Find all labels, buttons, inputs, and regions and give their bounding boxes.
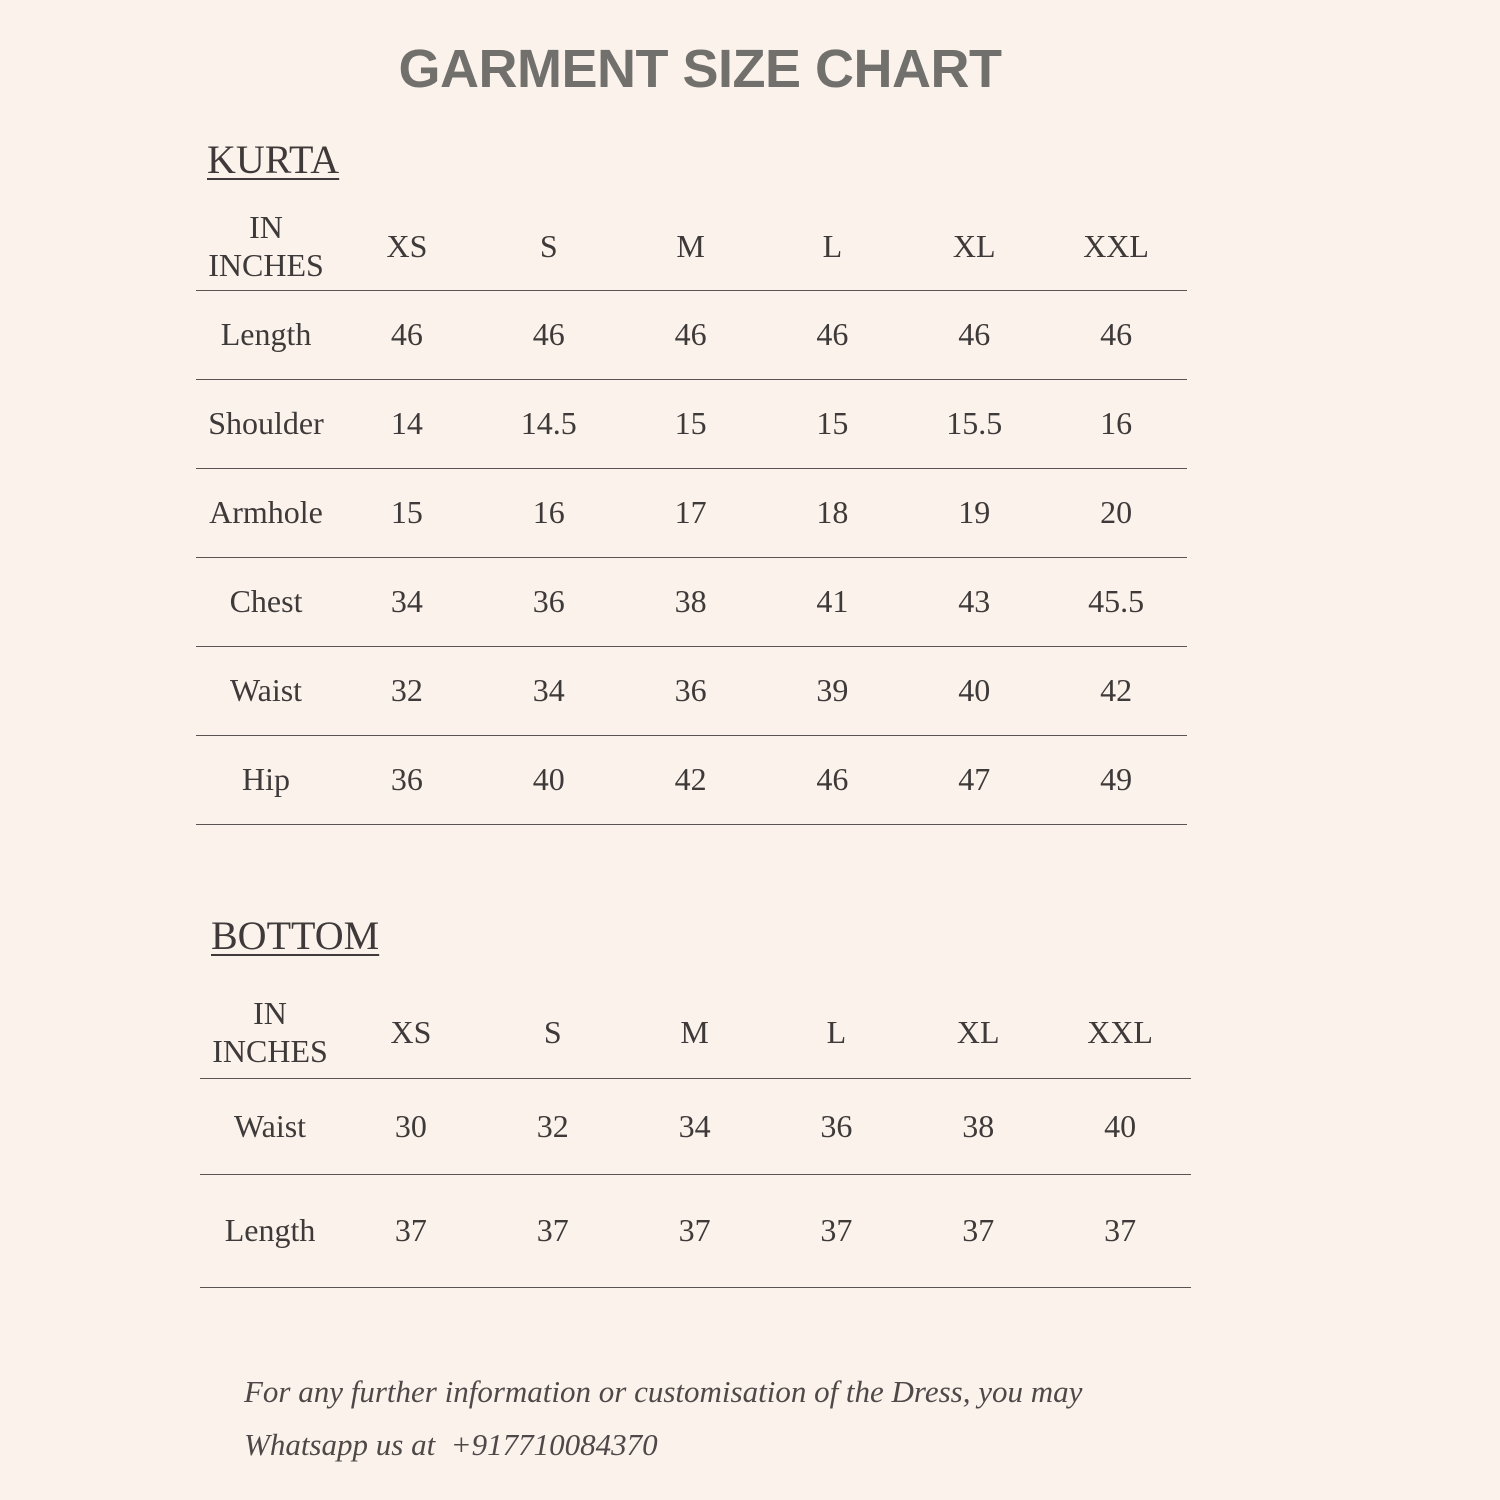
table-cell: 49 (1045, 735, 1187, 824)
table-cell: 15.5 (903, 379, 1045, 468)
table-row (200, 1174, 1191, 1287)
row-label: Length (200, 1174, 340, 1287)
table-cell: 34 (624, 1078, 766, 1174)
table-row (196, 379, 1187, 468)
table-row (196, 290, 1187, 379)
row-label: Waist (200, 1078, 340, 1174)
table-cell: 16 (478, 468, 620, 557)
kurta-section-title: KURTA (207, 137, 340, 182)
table-cell: 32 (336, 646, 478, 735)
size-header: L (762, 203, 904, 290)
bottom-section-title: BOTTOM (211, 913, 380, 958)
table-cell: 39 (762, 646, 904, 735)
size-header: XL (903, 203, 1045, 290)
table-cell: 41 (762, 557, 904, 646)
kurta-size-table (196, 203, 1187, 825)
table-row (196, 735, 1187, 824)
table-cell: 40 (478, 735, 620, 824)
table-cell: 36 (478, 557, 620, 646)
table-cell: 40 (1049, 1078, 1191, 1174)
table-cell: 34 (478, 646, 620, 735)
footer-note (244, 1365, 1244, 1471)
table-cell: 37 (340, 1174, 482, 1287)
kurta-header-row (196, 203, 1187, 290)
footer-line-1: For any further information or customisation of the Dress, you may (244, 1374, 1083, 1409)
table-cell: 36 (620, 646, 762, 735)
row-label: Chest (196, 557, 336, 646)
size-header: XS (340, 986, 482, 1078)
table-cell: 16 (1045, 379, 1187, 468)
table-cell: 18 (762, 468, 904, 557)
size-header: L (766, 986, 908, 1078)
unit-label: IN INCHES (200, 986, 340, 1078)
table-cell: 42 (620, 735, 762, 824)
table-cell: 15 (762, 379, 904, 468)
table-cell: 14 (336, 379, 478, 468)
size-header: M (624, 986, 766, 1078)
table-row (196, 646, 1187, 735)
table-cell: 46 (762, 290, 904, 379)
table-cell: 37 (907, 1174, 1049, 1287)
table-cell: 37 (624, 1174, 766, 1287)
table-cell: 42 (1045, 646, 1187, 735)
table-cell: 15 (620, 379, 762, 468)
size-header: S (482, 986, 624, 1078)
table-cell: 38 (620, 557, 762, 646)
row-label: Shoulder (196, 379, 336, 468)
table-cell: 19 (903, 468, 1045, 557)
table-cell: 45.5 (1045, 557, 1187, 646)
table-cell: 14.5 (478, 379, 620, 468)
table-cell: 15 (336, 468, 478, 557)
bottom-size-table (200, 986, 1191, 1288)
table-cell: 17 (620, 468, 762, 557)
table-cell: 46 (478, 290, 620, 379)
table-row (196, 468, 1187, 557)
size-header: XS (336, 203, 478, 290)
table-cell: 32 (482, 1078, 624, 1174)
bottom-header-row (200, 986, 1191, 1078)
table-cell: 46 (336, 290, 478, 379)
size-header: XXL (1049, 986, 1191, 1078)
table-cell: 34 (336, 557, 478, 646)
row-label: Waist (196, 646, 336, 735)
footer-line-2: Whatsapp us at +917710084370 (244, 1427, 658, 1462)
unit-label: IN INCHES (196, 203, 336, 290)
size-header: S (478, 203, 620, 290)
table-cell: 40 (903, 646, 1045, 735)
row-label: Armhole (196, 468, 336, 557)
page-title: GARMENT SIZE CHART (398, 39, 1002, 99)
row-label: Length (196, 290, 336, 379)
table-cell: 46 (762, 735, 904, 824)
table-cell: 20 (1045, 468, 1187, 557)
table-cell: 43 (903, 557, 1045, 646)
table-cell: 30 (340, 1078, 482, 1174)
table-cell: 37 (1049, 1174, 1191, 1287)
table-cell: 46 (1045, 290, 1187, 379)
size-header: XL (907, 986, 1049, 1078)
table-cell: 47 (903, 735, 1045, 824)
table-cell: 37 (482, 1174, 624, 1287)
table-cell: 46 (620, 290, 762, 379)
table-cell: 37 (766, 1174, 908, 1287)
size-header: XXL (1045, 203, 1187, 290)
table-cell: 38 (907, 1078, 1049, 1174)
table-cell: 36 (336, 735, 478, 824)
table-cell: 36 (766, 1078, 908, 1174)
size-header: M (620, 203, 762, 290)
table-row (200, 1078, 1191, 1174)
table-row (196, 557, 1187, 646)
table-cell: 46 (903, 290, 1045, 379)
row-label: Hip (196, 735, 336, 824)
